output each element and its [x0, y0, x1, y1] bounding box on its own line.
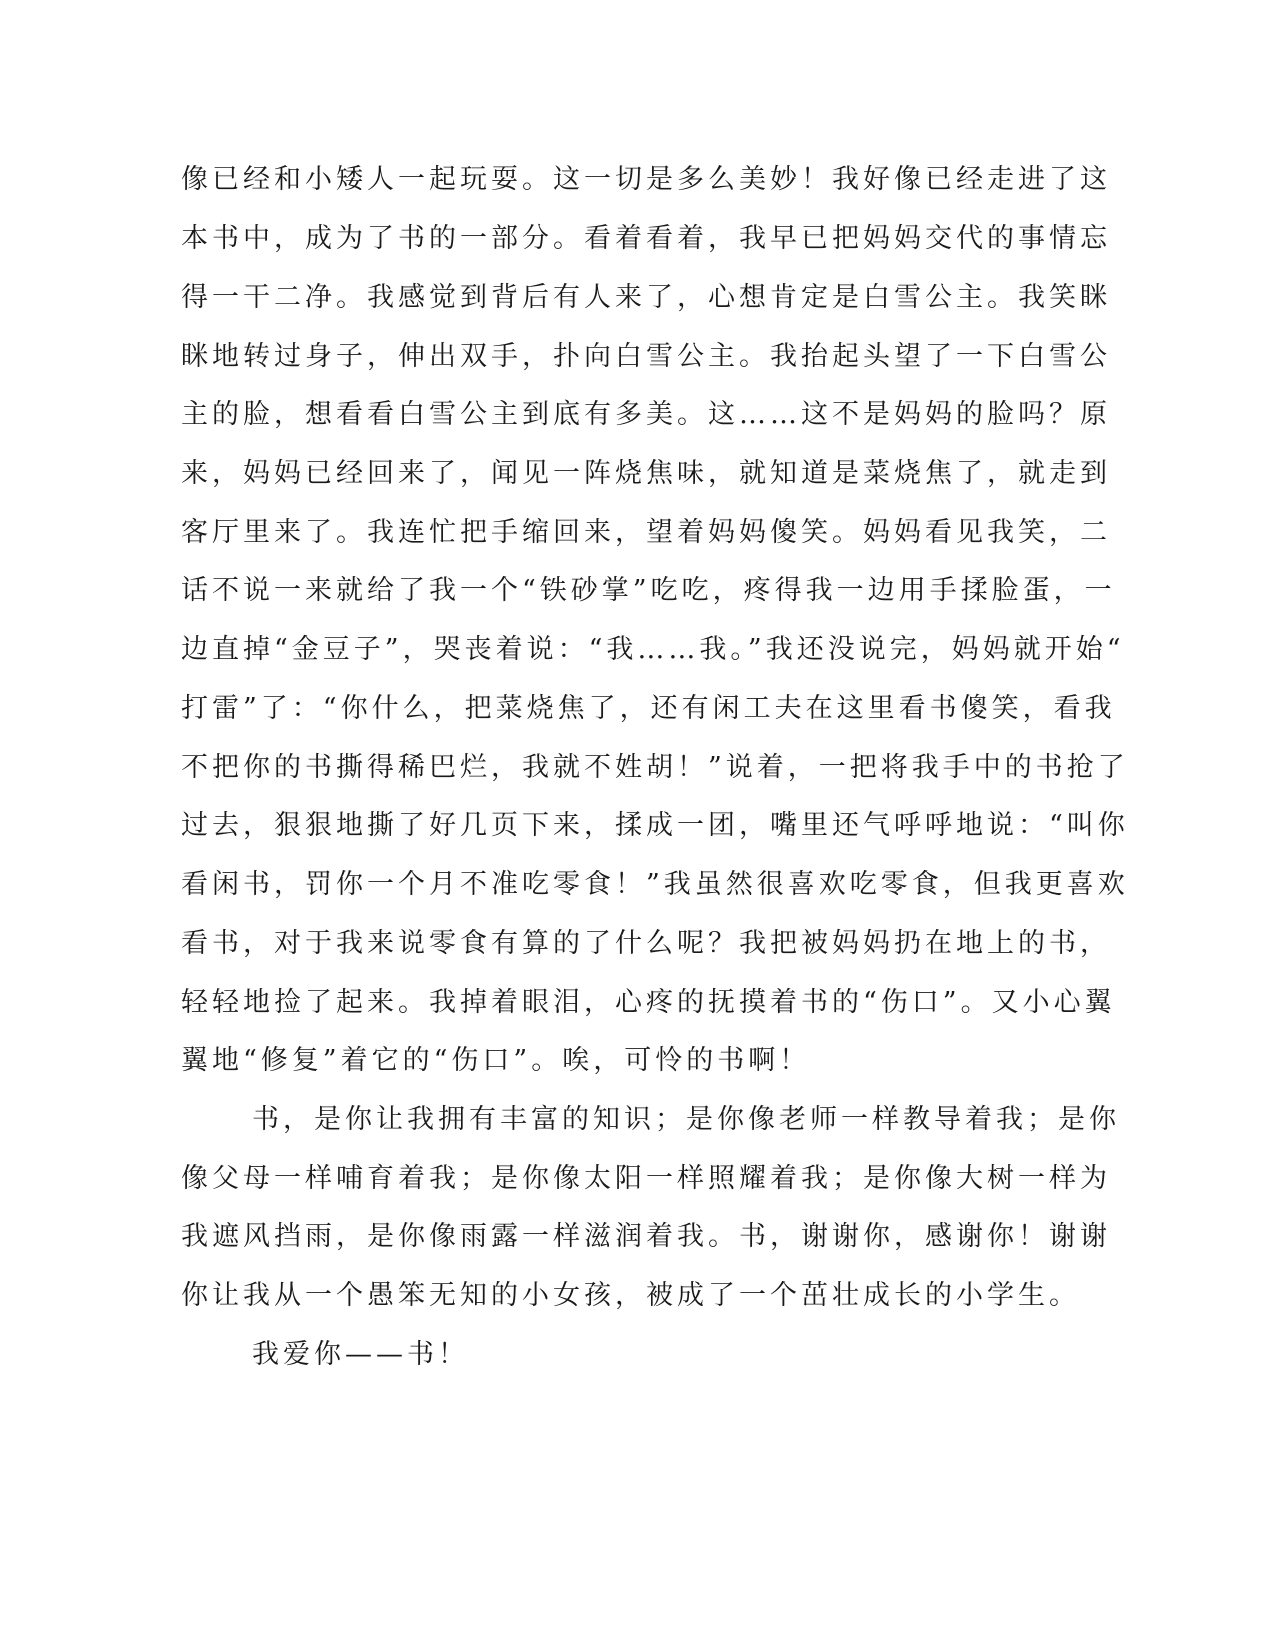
text-line: 得一干二净。我感觉到背后有人来了，心想肯定是白雪公主。我笑眯 [181, 282, 1111, 313]
text-line: 过去，狠狠地撕了好几页下来，揉成一团，嘴里还气呼呼地说：“叫你 [181, 810, 1129, 841]
text-line: 话不说一来就给了我一个“铁砂掌”吃吃，疼得我一边用手揉脸蛋，一 [181, 575, 1116, 606]
text-line: 主的脸，想看看白雪公主到底有多美。这……这不是妈妈的脸吗？原 [181, 399, 1111, 430]
text-line: 眯地转过身子，伸出双手，扑向白雪公主。我抬起头望了一下白雪公 [181, 341, 1111, 372]
text-line: 轻轻地捡了起来。我掉着眼泪，心疼的抚摸着书的“伤口”。又小心翼 [181, 987, 1116, 1018]
closing-line: 我爱你——书！ [252, 1339, 469, 1370]
text-line: 来，妈妈已经回来了，闻见一阵烧焦味，就知道是菜烧焦了，就走到 [181, 458, 1111, 489]
text-line: 像父母一样哺育着我；是你像太阳一样照耀着我；是你像大树一样为 [181, 1163, 1111, 1194]
text-line: 我遮风挡雨，是你像雨露一样滋润着我。书，谢谢你，感谢你！谢谢 [181, 1221, 1111, 1252]
text-line: 客厅里来了。我连忙把手缩回来，望着妈妈傻笑。妈妈看见我笑，二 [181, 517, 1111, 548]
text-line: 你让我从一个愚笨无知的小女孩，被成了一个茁壮成长的小学生。 [181, 1280, 1080, 1311]
text-line: 本书中，成为了书的一部分。看着看着，我早已把妈妈交代的事情忘 [181, 223, 1111, 254]
text-line: 看闲书，罚你一个月不准吃零食！”我虽然很喜欢吃零食，但我更喜欢 [181, 869, 1129, 900]
text-line: 打雷”了：“你什么，把菜烧焦了，还有闲工夫在这里看书傻笑，看我 [181, 693, 1116, 724]
text-line: 边直掉“金豆子”，哭丧着说：“我……我。”我还没说完，妈妈就开始“ [181, 634, 1125, 665]
text-line: 像已经和小矮人一起玩耍。这一切是多么美妙！我好像已经走进了这 [181, 164, 1111, 195]
text-line: 看书，对于我来说零食有算的了什么呢？我把被妈妈扔在地上的书， [181, 928, 1111, 959]
text-line: 不把你的书撕得稀巴烂，我就不姓胡！”说着，一把将我手中的书抢了 [181, 752, 1129, 783]
text-line: 翼地“修复”着它的“伤口”。唉，可怜的书啊！ [181, 1045, 811, 1076]
paragraph-start-line: 书，是你让我拥有丰富的知识；是你像老师一样教导着我；是你 [252, 1104, 1120, 1135]
